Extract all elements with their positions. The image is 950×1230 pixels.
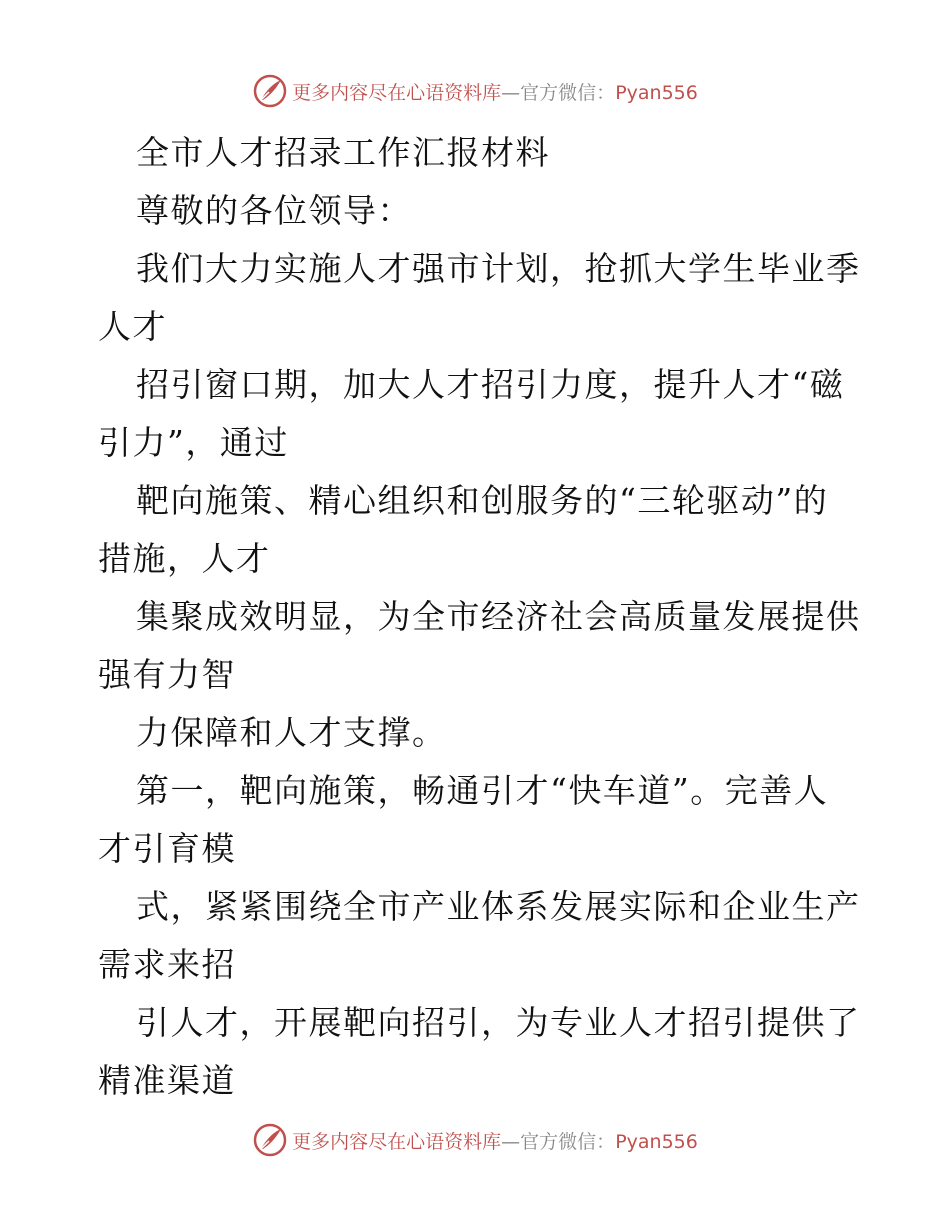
watermark-main-text: 更多内容尽在心语资料库 <box>292 81 502 104</box>
watermark-main-text: 更多内容尽在心语资料库 <box>292 1130 502 1153</box>
watermark-wechat-id: Pyan556 <box>615 1130 698 1153</box>
document-line: 招引窗口期，加大人才招引力度，提升人才“磁 <box>136 365 845 404</box>
watermark-dash: — <box>501 1130 521 1153</box>
document-line: 引人才，开展靶向招引，为专业人才招引提供了 <box>136 1003 861 1042</box>
footer-watermark <box>0 1120 950 1160</box>
document-line: 集聚成效明显，为全市经济社会高质量发展提供 <box>136 597 861 636</box>
feather-pen-logo-icon <box>252 1122 288 1158</box>
document-line: 尊敬的各位领导： <box>136 191 412 230</box>
document-line: 需求来招 <box>98 945 236 984</box>
document-line: 引力”，通过 <box>98 423 289 462</box>
document-line: 全市人才招录工作汇报材料 <box>136 133 550 172</box>
watermark-text <box>292 1127 698 1154</box>
watermark-wechat-label: 官方微信： <box>520 1130 616 1153</box>
document-line: 精准渠道 <box>98 1061 236 1100</box>
watermark-wechat-id: Pyan556 <box>615 81 698 104</box>
document-line: 才引育模 <box>98 829 236 868</box>
document-line: 强有力智 <box>98 655 236 694</box>
watermark-dash: — <box>501 81 521 104</box>
document-line: 我们大力实施人才强市计划，抢抓大学生毕业季 <box>136 249 861 288</box>
document-body <box>98 124 861 1110</box>
document-line: 人才 <box>98 307 167 346</box>
header-watermark <box>0 71 950 111</box>
document-line: 式，紧紧围绕全市产业体系发展实际和企业生产 <box>136 887 861 926</box>
feather-pen-logo-icon <box>252 73 288 109</box>
watermark-text <box>292 78 698 105</box>
document-line: 靶向施策、精心组织和创服务的“三轮驱动”的 <box>136 481 829 520</box>
document-line: 措施，人才 <box>98 539 271 578</box>
watermark-wechat-label: 官方微信： <box>520 81 616 104</box>
document-line: 力保障和人才支撑。 <box>136 713 447 752</box>
document-line: 第一，靶向施策，畅通引才“快车道”。完善人 <box>136 771 829 810</box>
